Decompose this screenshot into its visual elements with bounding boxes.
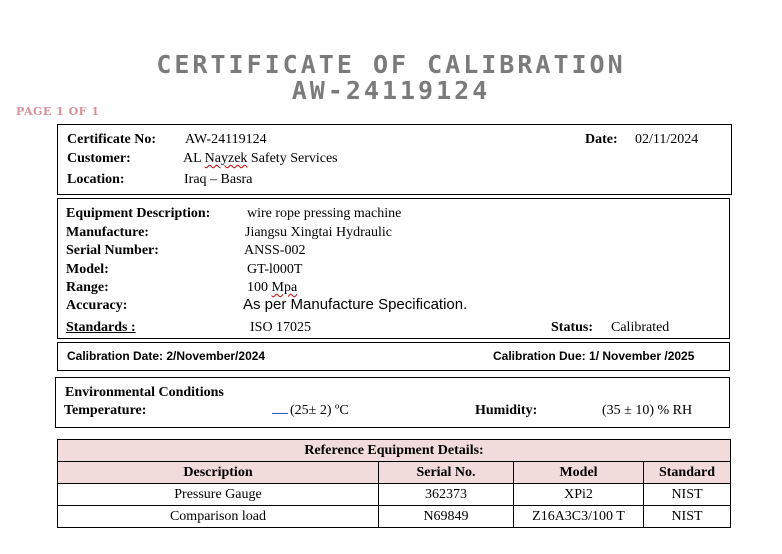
- customer-name-spellcheck: Nayzek: [204, 151, 248, 166]
- cell-model: Z16A3C3/100 T: [514, 506, 644, 528]
- certificate-number-title: AW-24119124: [291, 76, 491, 105]
- cell-model: XPi2: [514, 484, 644, 506]
- model-value: GT-l000T: [247, 262, 303, 277]
- location-label: Location:: [67, 172, 125, 187]
- date-label: Date:: [585, 132, 618, 147]
- accuracy-label: Accuracy:: [66, 298, 128, 313]
- range-label: Range:: [66, 280, 109, 295]
- standards-value: ISO 17025: [250, 320, 312, 335]
- calibration-date-value: 2/November/2024: [166, 349, 266, 363]
- equipment-description-value: wire rope pressing machine: [247, 206, 402, 221]
- cell-serial: 362373: [379, 484, 514, 506]
- serial-number-label: Serial Number:: [66, 243, 159, 258]
- cell-standard: NIST: [644, 484, 731, 506]
- reference-table-caption: Reference Equipment Details:: [58, 440, 731, 462]
- temperature-value: (25± 2) ºC: [272, 403, 349, 419]
- column-header-serial: Serial No.: [379, 462, 514, 484]
- cell-description: Pressure Gauge: [58, 484, 379, 506]
- table-row: [58, 484, 731, 506]
- reference-equipment-table: [57, 439, 731, 528]
- model-label: Model:: [66, 262, 109, 277]
- range-value: 100 Mpa: [247, 280, 298, 295]
- environment-title: Environmental Conditions: [65, 385, 224, 400]
- table-row: [58, 506, 731, 528]
- certificate-title: CERTIFICATE OF CALIBRATION: [156, 50, 626, 79]
- cell-description: Comparison load: [58, 506, 379, 528]
- certificate-no-label: Certificate No:: [67, 132, 157, 147]
- column-header-standard: Standard: [644, 462, 731, 484]
- column-header-description: Description: [58, 462, 379, 484]
- page-indicator: PAGE 1 OF 1: [16, 105, 100, 118]
- status-label: Status:: [551, 320, 594, 335]
- certificate-header-box: [57, 124, 732, 195]
- equipment-description-label: Equipment Description:: [66, 206, 211, 221]
- cell-standard: NIST: [644, 506, 731, 528]
- customer-label: Customer:: [67, 151, 131, 166]
- certificate-no-value: AW-24119124: [185, 132, 267, 147]
- humidity-value: (35 ± 10) % RH: [602, 403, 693, 418]
- calibration-date: [67, 349, 265, 363]
- status-value: Calibrated: [611, 320, 670, 335]
- customer-value: AL Nayzek Safety Services: [183, 151, 338, 166]
- cell-serial: N69849: [379, 506, 514, 528]
- manufacture-value: Jiangsu Xingtai Hydraulic: [245, 225, 392, 240]
- calibration-date-label: Calibration Date:: [67, 349, 164, 363]
- calibration-due: [493, 349, 694, 363]
- date-value: 02/11/2024: [635, 132, 699, 147]
- standards-label: Standards :: [66, 320, 136, 335]
- calibration-due-value: 1/ November /2025: [589, 349, 695, 363]
- humidity-label: Humidity:: [475, 403, 538, 418]
- temperature-label: Temperature:: [64, 403, 147, 418]
- serial-number-value: ANSS-002: [244, 243, 306, 258]
- column-header-model: Model: [514, 462, 644, 484]
- calibration-due-label: Calibration Due:: [493, 349, 586, 363]
- manufacture-label: Manufacture:: [66, 225, 149, 240]
- edit-marker: [272, 413, 288, 414]
- accuracy-value: As per Manufacture Specification.: [243, 296, 468, 313]
- range-unit-spellcheck: Mpa: [271, 280, 298, 295]
- location-value: Iraq – Basra: [184, 172, 253, 187]
